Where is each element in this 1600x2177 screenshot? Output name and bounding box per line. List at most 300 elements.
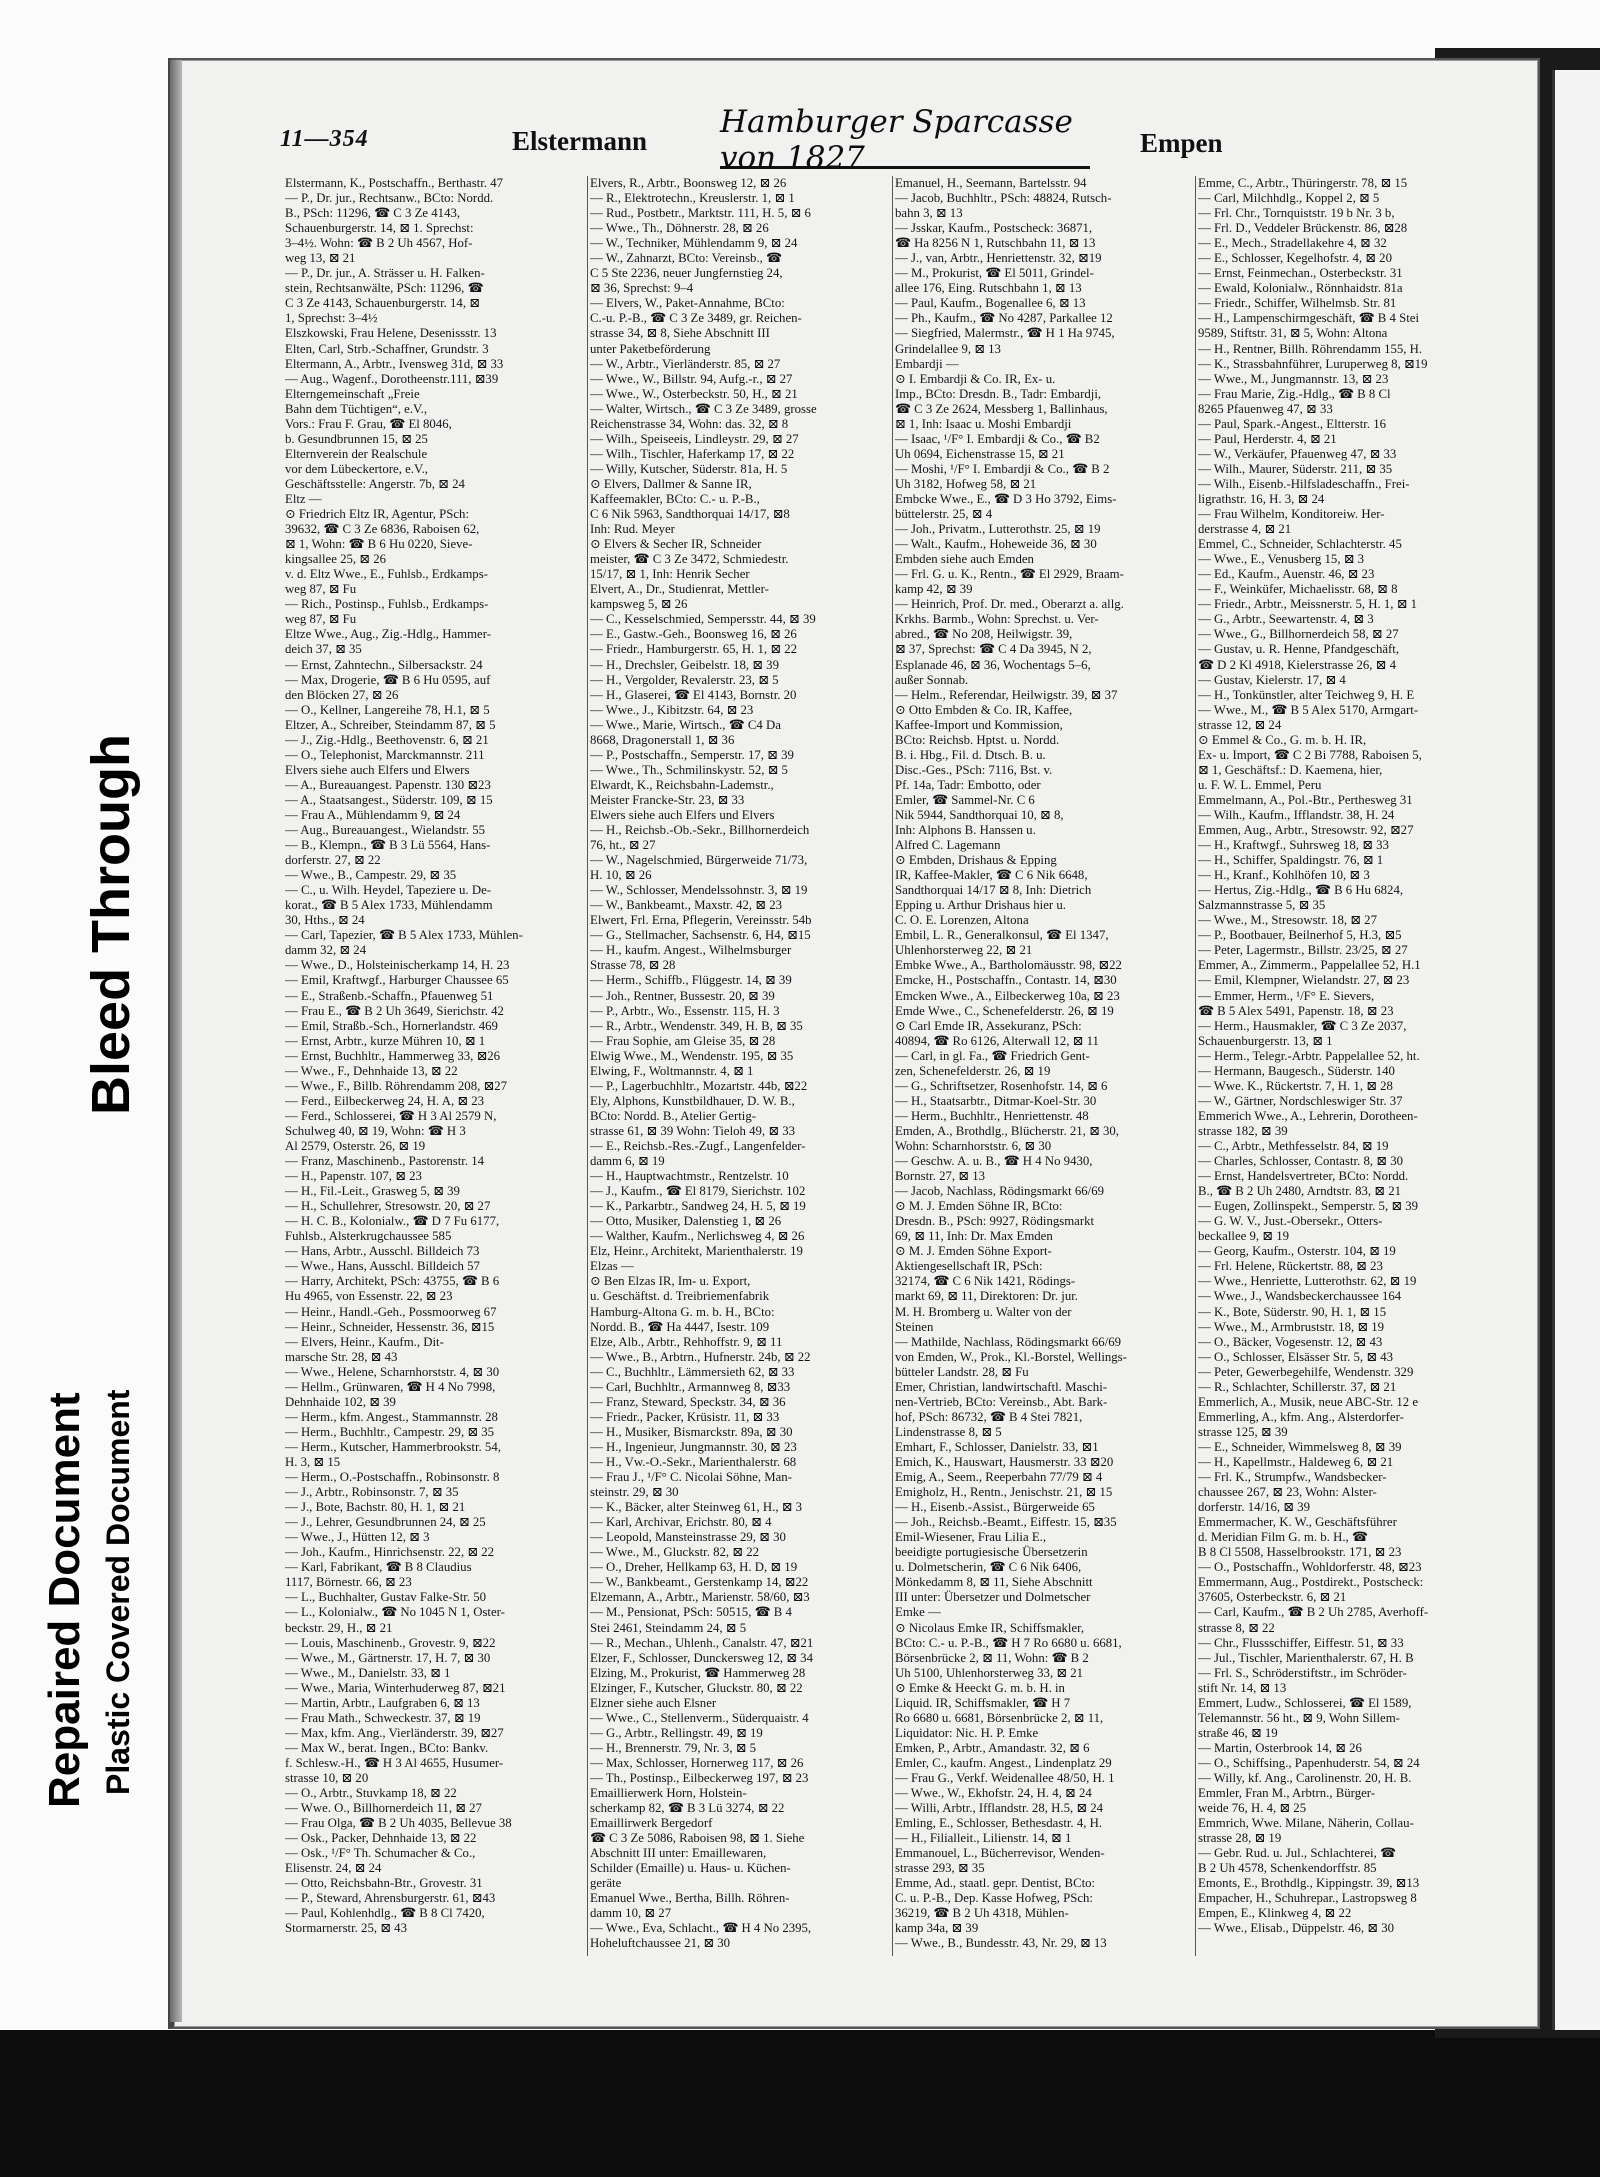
directory-entry: — Carl, Milchhdlg., Koppel 2, ⊠ 5	[1198, 191, 1380, 206]
directory-entry: Elzinger, F., Kutscher, Gluckstr. 80, ⊠ 22	[590, 1680, 803, 1695]
directory-entry: — Wwe., J., Wandsbeckerchaussee 164	[1198, 1289, 1402, 1304]
directory-entry: Imp., BCto: Dresdn. B., Tadr: Embardji,	[895, 386, 1102, 401]
directory-entry: Emaillirwerk Bergedorf	[590, 1816, 713, 1831]
directory-entry: — O., Schiffsing., Papenhuderstr. 54, ⊠ 24	[1198, 1755, 1420, 1770]
directory-entry: dorferstr. 27, ⊠ 22	[285, 853, 381, 868]
directory-entry: strasse 28, ⊠ 19	[1198, 1831, 1282, 1846]
directory-entry: Emmrich, Wwe. Milane, Näherin, Collau-	[1198, 1816, 1414, 1831]
directory-entry: ⊙ Otto Embden & Co. IR, Kaffee,	[895, 702, 1073, 717]
directory-entry: stift Nr. 14, ⊠ 13	[1198, 1680, 1287, 1695]
directory-entry: Elzer, F., Schlosser, Dunckersweg 12, ⊠ 34	[590, 1650, 813, 1665]
directory-entry: — Herm., Buchhltr., Henriettenstr. 48	[895, 1108, 1089, 1123]
directory-entry: — Friedr., Schiffer, Wilhelmsb. Str. 81	[1198, 296, 1397, 311]
directory-entry: — Friedr., Hamburgerstr. 65, H. 1, ⊠ 22	[590, 642, 798, 657]
directory-entry: — R., Elektrotechn., Kreuslerstr. 1, ⊠ 1	[590, 191, 795, 206]
directory-entry: damm 10, ⊠ 27	[590, 1906, 672, 1921]
directory-entry: Emer, Christian, landwirtschaftl. Maschi-	[895, 1379, 1108, 1394]
directory-entry: — B., Klempn., ☎ B 3 Lü 5564, Hans-	[285, 838, 491, 853]
directory-entry: — F., Weinküfer, Michaelisstr. 68, ⊠ 8	[1198, 582, 1398, 597]
directory-entry: — J., Kaufm., ☎ El 8179, Sierichstr. 102	[590, 1184, 806, 1199]
directory-entry: — C., Buchhltr., Lämmersieth 62, ⊠ 33	[590, 1364, 795, 1379]
directory-entry: Wohn: Scharnhorststr. 6, ⊠ 30	[895, 1139, 1052, 1153]
directory-entry: — Wilh., Kaufm., Ifflandstr. 38, H. 24	[1198, 807, 1395, 822]
directory-entry: Eltzer, A., Schreiber, Steindamm 87, ⊠ 5	[285, 717, 496, 732]
directory-entry: — Martin, Arbtr., Laufgraben 6, ⊠ 13	[285, 1695, 480, 1710]
directory-entry: — Wwe. O., Billhornerdeich 11, ⊠ 27	[285, 1801, 482, 1816]
directory-entry: — Peter, Lagermstr., Billstr. 23/25, ⊠ 27	[1198, 943, 1408, 958]
page-header	[280, 104, 1490, 176]
directory-entry: — Louis, Maschinenb., Grovestr. 9, ⊠22	[285, 1635, 496, 1650]
directory-entry: — Jacob, Nachlass, Rödingsmarkt 66/69	[895, 1184, 1104, 1199]
directory-entry: unter Paketbeförderung	[590, 341, 711, 356]
directory-entry: — H., Musiker, Bismarckstr. 89a, ⊠ 30	[590, 1424, 793, 1439]
directory-entry: — Friedr., Arbtr., Meissnerstr. 5, H. 1, ⊠ 1	[1198, 597, 1418, 612]
directory-entry: ⊠ 36, Sprechst: 9–4	[590, 281, 694, 296]
directory-entry: — O., Dreher, Hellkamp 63, H. D, ⊠ 19	[590, 1560, 798, 1575]
directory-entry: d. Meridian Film G. m. b. H., ☎	[1198, 1530, 1368, 1545]
directory-entry: vor dem Lübeckertore, e.V.,	[285, 461, 428, 476]
directory-entry: — Ed., Kaufm., Auenstr. 46, ⊠ 23	[1198, 567, 1375, 582]
directory-entry: Elz, Heinr., Architekt, Marienthalerstr. 19	[590, 1244, 803, 1259]
directory-entry: Emler, C., kaufm. Angest., Lindenplatz 29	[895, 1755, 1112, 1770]
repaired-document-label: Repaired Document	[40, 1392, 89, 1808]
directory-entry: 32174, ☎ C 6 Nik 1421, Rödings-	[895, 1274, 1076, 1289]
directory-entry: — Frau Marie, Zig.-Hdlg., ☎ B 8 Cl	[1198, 386, 1391, 401]
directory-entry: — Ph., Kaufm., ☎ No 4287, Parkallee 12	[895, 311, 1113, 326]
directory-entry: Elvers siehe auch Elfers und Elwers	[285, 762, 470, 777]
directory-entry: Ex- u. Import, ☎ C 2 Bi 7788, Raboisen 5,	[1198, 747, 1422, 762]
directory-entry: Embil, L. R., Generalkonsul, ☎ El 1347,	[895, 928, 1109, 943]
directory-entry: — Wwe., M., ☎ B 5 Alex 5170, Armgart-	[1198, 702, 1419, 717]
directory-entry: beckallee 9, ⊠ 19	[1198, 1229, 1290, 1244]
directory-entry: — M., Pensionat, PSch: 50515, ☎ B 4	[590, 1605, 792, 1620]
directory-entry: — Wwe., D., Holsteinischerkamp 14, H. 23	[285, 958, 510, 973]
directory-entry: — Frau Sophie, am Gleise 35, ⊠ 28	[590, 1033, 776, 1048]
directory-entry: — Wilh., Eisenb.-Hilfsladeschaffn., Frei-	[1198, 476, 1410, 491]
directory-entry: — H., Kranf., Kohlhöfen 10, ⊠ 3	[1198, 868, 1370, 883]
directory-entry: — Charles, Schlosser, Contastr. 8, ⊠ 30	[1198, 1154, 1403, 1169]
directory-column-2	[590, 176, 886, 1966]
directory-entry: Inh: Rud. Meyer	[590, 522, 675, 537]
directory-entry: 1117, Börnestr. 66, ⊠ 23	[285, 1575, 412, 1590]
directory-entry: Elwardt, K., Reichsbahn-Lademstr.,	[590, 777, 774, 792]
directory-entry: — Herm., Kutscher, Hammerbrookstr. 54,	[285, 1439, 501, 1454]
directory-entry: Schauenburgerstr. 13, ⊠ 1	[1198, 1033, 1333, 1048]
directory-entry: — Frl. G. u. K., Rentn., ☎ El 2929, Braam-	[895, 567, 1124, 582]
directory-entry: — P., Postschaffn., Semperstr. 17, ⊠ 39	[590, 747, 794, 762]
directory-entry: Elzner siehe auch Elsner	[590, 1695, 717, 1710]
directory-entry: — Wwe., Henriette, Lutterothstr. 62, ⊠ 19	[1198, 1274, 1417, 1289]
directory-entry: — W., Bankbeamt., Maxstr. 42, ⊠ 23	[590, 898, 783, 913]
directory-entry: C. u. P.-B., Dep. Kasse Hofweg, PSch:	[895, 1891, 1093, 1906]
directory-entry: — Heinr., Schneider, Hessenstr. 36, ⊠15	[285, 1319, 495, 1334]
directory-entry: Emich, K., Hauswart, Hausmerstr. 33 ⊠20	[895, 1454, 1114, 1469]
directory-entry: Stormarnerstr. 25, ⊠ 43	[285, 1921, 407, 1936]
directory-entry: — Frau Olga, ☎ B 2 Uh 4035, Bellevue 38	[285, 1816, 512, 1831]
directory-entry: — E., Mech., Stradellakehre 4, ⊠ 32	[1198, 236, 1387, 251]
directory-entry: — R., Mechan., Uhlenh., Canalstr. 47, ⊠21	[590, 1635, 814, 1650]
directory-entry: — H., Kapellmstr., Haldeweg 6, ⊠ 21	[1198, 1454, 1394, 1469]
directory-entry: Uh 0694, Eichenstrasse 15, ⊠ 21	[895, 446, 1065, 461]
directory-entry: BCto: Reichsb. Hptst. u. Nordd.	[895, 732, 1060, 747]
directory-entry: — J., Arbtr., Robinsonstr. 7, ⊠ 35	[285, 1485, 459, 1500]
plastic-covered-label: Plastic Covered Document	[100, 1389, 136, 1795]
directory-entry: — Herm., Schiffb., Flüggestr. 14, ⊠ 39	[590, 973, 792, 988]
directory-entry: — Paul, Spark.-Angest., Eltterstr. 16	[1198, 416, 1387, 431]
directory-entry: ⊙ Embden, Drishaus & Epping	[895, 853, 1057, 868]
directory-entry: Bahn dem Tüchtigen“, e.V.,	[285, 401, 428, 416]
directory-entry: — Joh., Kaufm., Hinrichsenstr. 22, ⊠ 22	[285, 1545, 495, 1560]
directory-entry: Börsenbrücke 2, ⊠ 11, Wohn: ☎ B 2	[895, 1650, 1089, 1665]
directory-entry: — A., Staatsangest., Süderstr. 109, ⊠ 15	[285, 792, 493, 807]
directory-entry: Aktiengesellschaft IR, PSch:	[895, 1259, 1043, 1274]
directory-entry: Geschäftsstelle: Angerstr. 7b, ⊠ 24	[285, 476, 465, 491]
directory-entry: — K., Strassbahnführer, Luruperweg 8, ⊠19	[1198, 356, 1428, 371]
directory-entry: — H., Fil.-Leit., Grasweg 5, ⊠ 39	[285, 1184, 460, 1199]
directory-entry: — Frl. K., Strumpfw., Wandsbecker-	[1198, 1470, 1387, 1485]
directory-entry: — Siegfried, Malermstr., ☎ H 1 Ha 9745,	[895, 326, 1115, 341]
directory-entry: — Wwe., J., Kibitzstr. 64, ⊠ 23	[590, 702, 754, 717]
directory-entry: derstrasse 4, ⊠ 21	[1198, 522, 1292, 537]
directory-entry: Emmel, C., Schneider, Schlachterstr. 45	[1198, 537, 1402, 552]
bleed-through-label: Bleed Through	[81, 734, 141, 1115]
directory-entry: Hoheluftchaussee 21, ⊠ 30	[590, 1936, 731, 1951]
directory-entry: f. Schlesw.-H., ☎ H 3 Al 4655, Husumer-	[285, 1755, 504, 1770]
directory-entry: M. H. Bromberg u. Walter von der	[895, 1304, 1072, 1319]
directory-entry: Uhlenhorsterweg 22, ⊠ 21	[895, 943, 1033, 958]
directory-entry: — L., Kolonialw., ☎ No 1045 N 1, Oster-	[285, 1605, 505, 1620]
directory-entry: — Wwe., B., Campestr. 29, ⊠ 35	[285, 868, 457, 883]
directory-entry: Dresdn. B., PSch: 9927, Rödingsmarkt	[895, 1214, 1095, 1229]
directory-entry: — Joh., Reichsb.-Beamt., Eiffestr. 15, ⊠35	[895, 1515, 1117, 1530]
directory-column-1	[285, 176, 581, 1966]
directory-entry: — E., Schneider, Wimmelsweg 8, ⊠ 39	[1198, 1439, 1402, 1454]
directory-entry: — P., Bootbauer, Beilnerhof 5, H.3, ⊠5	[1198, 928, 1402, 943]
directory-entry: — W., Verkäufer, Pfauenweg 47, ⊠ 33	[1198, 446, 1397, 461]
directory-entry: — Wwe., F., Dehnhaide 13, ⊠ 22	[285, 1063, 458, 1078]
directory-entry: — Heinrich, Prof. Dr. med., Oberarzt a. allg.	[895, 597, 1124, 612]
directory-entry: ☎ C 3 Ze 2624, Messberg 1, Ballinhaus,	[895, 401, 1108, 416]
page-number: 11—354	[280, 126, 369, 152]
directory-entry: — W., Techniker, Mühlendamm 9, ⊠ 24	[590, 236, 798, 251]
directory-entry: Elvers, R., Arbtr., Boonsweg 12, ⊠ 26	[590, 176, 787, 190]
right-running-head: Empen	[1140, 128, 1223, 158]
directory-entry: — Ernst, Buchhltr., Hammerweg 33, ⊠26	[285, 1048, 501, 1063]
directory-entry: — Jacob, Buchhltr., PSch: 48824, Rutsch-	[895, 191, 1112, 206]
directory-entry: — Frl. Chr., Tornquiststr. 19 b Nr. 3 b,	[1198, 206, 1395, 221]
directory-entry: C. O. E. Lorenzen, Altona	[895, 913, 1029, 928]
directory-entry: — Isaac, ¹/F° I. Embardji & Co., ☎ B2	[895, 431, 1100, 446]
directory-entry: Emde Wwe., C., Schenefelderstr. 26, ⊠ 19	[895, 1003, 1114, 1018]
directory-entry: Emaillierwerk Horn, Holstein-	[590, 1786, 747, 1801]
directory-entry: kamp 42, ⊠ 39	[895, 582, 973, 597]
directory-entry: — H., Glaserei, ☎ El 4143, Bornstr. 20	[590, 687, 797, 702]
directory-entry: Emling, E., Schlosser, Bethesdastr. 4, H.	[895, 1816, 1103, 1831]
directory-entry: — Walter, Wirtsch., ☎ C 3 Ze 3489, grosse	[590, 401, 817, 416]
directory-column-4	[1198, 176, 1494, 1966]
directory-entry: — Wwe., W., Billstr. 94, Aufg.-r., ⊠ 27	[590, 371, 793, 386]
directory-entry: — H., Eisenb.-Assist., Bürgerweide 65	[895, 1500, 1095, 1515]
directory-entry: Schilder (Emaille) u. Haus- u. Küchen-	[590, 1861, 791, 1876]
directory-entry: 40894, ☎ Ro 6126, Alterwall 12, ⊠ 11	[895, 1033, 1099, 1048]
directory-entry: C.-u. P.-B., ☎ C 3 Ze 3489, gr. Reichen-	[590, 311, 802, 326]
directory-entry: Hu 4965, von Essenstr. 22, ⊠ 23	[285, 1289, 453, 1304]
directory-entry: straße 46, ⊠ 19	[1198, 1725, 1278, 1740]
directory-entry: B., ☎ B 2 Uh 2480, Arndtstr. 83, ⊠ 21	[1198, 1184, 1401, 1199]
directory-entry: — Franz, Steward, Speckstr. 34, ⊠ 36	[590, 1394, 786, 1409]
directory-entry: — P., Dr. jur., Rechtsanw., BCto: Nordd.	[285, 191, 494, 206]
directory-entry: ⊙ Elvers, Dallmer & Sanne IR,	[590, 476, 752, 491]
directory-entry: Empen, E., Klinkweg 4, ⊠ 22	[1198, 1906, 1352, 1921]
directory-entry: — W., Gärtner, Nordschleswiger Str. 37	[1198, 1093, 1403, 1108]
directory-entry: — E., Schlosser, Kegelhofstr. 4, ⊠ 20	[1198, 251, 1392, 266]
directory-entry: Elvert, A., Dr., Studienrat, Mettler-	[590, 582, 769, 597]
directory-entry: 8668, Dragonerstall 1, ⊠ 36	[590, 732, 735, 747]
directory-entry: kampsweg 5, ⊠ 26	[590, 597, 688, 612]
directory-entry: Krkhs. Barmb., Wohn: Sprechst. u. Ver-	[895, 612, 1099, 627]
directory-entry: — H., Vergolder, Revalerstr. 23, ⊠ 5	[590, 672, 779, 687]
directory-entry: — Georg, Kaufm., Osterstr. 104, ⊠ 19	[1198, 1244, 1396, 1259]
directory-entry: — W., Nagelschmied, Bürgerweide 71/73,	[590, 853, 808, 868]
directory-entry: Elstermann, K., Postschaffn., Berthastr. 47	[285, 176, 503, 190]
directory-entry: — Ernst, Arbtr., kurze Mühren 10, ⊠ 1	[285, 1033, 486, 1048]
directory-entry: — K., Bäcker, alter Steinweg 61, H., ⊠ 3	[590, 1500, 803, 1515]
directory-entry: — Wwe., W., Osterbeckstr. 50, H., ⊠ 21	[590, 386, 798, 401]
directory-entry: Embardji —	[895, 356, 959, 371]
directory-entry: Elszkowski, Frau Helene, Desenissstr. 13	[285, 326, 497, 341]
directory-entry: Elzas —	[590, 1259, 634, 1274]
directory-entry: Fuhlsb., Alsterkrugchaussee 585	[285, 1229, 452, 1244]
directory-entry: v. d. Eltz Wwe., E., Fuhlsb., Erdkamps-	[285, 567, 488, 582]
directory-entry: 37605, Osterbeckstr. 6, ⊠ 21	[1198, 1590, 1347, 1605]
directory-entry: Eltze Wwe., Aug., Zig.-Hdlg., Hammer-	[285, 627, 491, 642]
directory-entry: C 6 Nik 5963, Sandthorquai 14/17, ⊠8	[590, 507, 790, 522]
directory-entry: — Osk., ¹/F° Th. Schumacher & Co.,	[285, 1846, 476, 1861]
directory-entry: Emmen, Aug., Arbtr., Stresowstr. 92, ⊠27	[1198, 823, 1414, 838]
directory-entry: — Emil, Straßb.-Sch., Hornerlandstr. 469	[285, 1018, 498, 1033]
directory-entry: Schulweg 40, ⊠ 19, Wohn: ☎ H 3	[285, 1123, 466, 1138]
directory-entry: — H., Vw.-O.-Sekr., Marienthalerstr. 68	[590, 1454, 797, 1469]
directory-entry: 30, Hths., ⊠ 24	[285, 913, 365, 928]
directory-entry: Pf. 14a, Tadr: Embotto, oder	[895, 777, 1041, 792]
directory-entry: B., PSch: 11296, ☎ C 3 Ze 4143,	[285, 206, 461, 221]
directory-entry: — Wwe., M., Gluckstr. 82, ⊠ 22	[590, 1545, 760, 1560]
directory-entry: — J., van, Arbtr., Henriettenstr. 32, ⊠19	[895, 251, 1102, 266]
sparcasse-logo: Hamburger Sparcasse von 1827	[720, 114, 1090, 169]
directory-entry: Emanuel Wwe., Bertha, Billh. Röhren-	[590, 1891, 790, 1906]
directory-entry: Emke —	[895, 1605, 941, 1620]
directory-entry: — Wwe., F., Billb. Röhrendamm 208, ⊠27	[285, 1078, 508, 1093]
directory-entry: — Heinr., Handl.-Geh., Possmoorweg 67	[285, 1304, 497, 1319]
directory-entry: — H., Lampenschirmgeschäft, ☎ B 4 Stei	[1198, 311, 1420, 326]
directory-entry: stein, Rechtsanwälte, PSch: 11296, ☎	[285, 281, 484, 296]
directory-entry: — Rich., Postinsp., Fuhlsb., Erdkamps-	[285, 597, 489, 612]
directory-entry: — Ernst, Handelsvertreter, BCto: Nordd.	[1198, 1169, 1409, 1184]
directory-entry: Emmelmann, A., Pol.-Btr., Perthesweg 31	[1198, 792, 1413, 807]
directory-entry: — O., Kellner, Langereihe 78, H.1, ⊠ 5	[285, 702, 490, 717]
directory-entry: — Joh., Rentner, Bussestr. 20, ⊠ 39	[590, 988, 775, 1003]
directory-entry: — Wwe. K., Rückertstr. 7, H. 1, ⊠ 28	[1198, 1078, 1393, 1093]
directory-entry: Embcke Wwe., E., ☎ D 3 Ho 3792, Eims-	[895, 491, 1117, 506]
directory-entry: — Wwe., Marie, Wirtsch., ☎ C4 Da	[590, 717, 781, 732]
directory-entry: — Rud., Postbetr., Marktstr. 111, H. 5, ⊠ 6	[590, 206, 811, 221]
directory-entry: — Th., Postinsp., Eilbeckerweg 197, ⊠ 23	[590, 1770, 809, 1785]
directory-entry: — Wilh., Tischler, Haferkamp 17, ⊠ 22	[590, 446, 795, 461]
directory-entry: — Paul, Kohlenhdlg., ☎ B 8 Cl 7420,	[285, 1906, 485, 1921]
directory-entry: Emmler, Fran M., Arbtrn., Bürger-	[1198, 1786, 1376, 1801]
directory-entry: — Max, Drogerie, ☎ B 6 Hu 0595, auf	[285, 672, 491, 687]
directory-entry: Salzmannstrasse 5, ⊠ 35	[1198, 898, 1326, 913]
directory-entry: — Herm., Telegr.-Arbtr. Pappelallee 52, ht.	[1198, 1048, 1420, 1063]
directory-entry: den Blöcken 27, ⊠ 26	[285, 687, 399, 702]
directory-entry: Mönkedamm 8, ⊠ 11, Siehe Abschnitt	[895, 1575, 1093, 1590]
directory-entry: — Frau J., ¹/F° C. Nicolai Söhne, Man-	[590, 1470, 792, 1485]
directory-entry: Embden siehe auch Emden	[895, 552, 1034, 567]
directory-entry: — Wwe., Helene, Scharnhorststr. 4, ⊠ 30	[285, 1364, 500, 1379]
directory-entry: — Herm., Buchhltr., Campestr. 29, ⊠ 35	[285, 1424, 495, 1439]
directory-entry: — Max, Schlosser, Hornerweg 117, ⊠ 26	[590, 1755, 804, 1770]
directory-entry: — Mathilde, Nachlass, Rödingsmarkt 66/69	[895, 1334, 1122, 1349]
directory-entry: weide 76, H. 4, ⊠ 25	[1198, 1801, 1307, 1816]
directory-entry: — Frl. Helene, Rückertstr. 88, ⊠ 23	[1198, 1259, 1383, 1274]
directory-entry: damm 32, ⊠ 24	[285, 943, 367, 958]
directory-entry: — W., Bankbeamt., Gerstenkamp 14, ⊠22	[590, 1575, 809, 1590]
directory-entry: 15/17, ⊠ 1, Inh: Henrik Secher	[590, 567, 750, 582]
directory-entry: — Peter, Gewerbegehilfe, Wendenstr. 329	[1198, 1364, 1414, 1379]
directory-entry: ☎ B 5 Alex 5491, Papenstr. 18, ⊠ 23	[1198, 1003, 1394, 1018]
directory-entry: — Herm., Hausmakler, ☎ C 3 Ze 2037,	[1198, 1018, 1407, 1033]
directory-column-3	[895, 176, 1191, 1966]
directory-entry: — G. W. V., Just.-Obersekr., Otters-	[1198, 1214, 1383, 1229]
directory-entry: — Max W., berat. Ingen., BCto: Bankv.	[285, 1740, 489, 1755]
directory-entry: — J., Zig.-Hdlg., Beethovenstr. 6, ⊠ 21	[285, 732, 489, 747]
directory-entry: weg 87, ⊠ Fu	[285, 612, 357, 627]
directory-entry: Emmermann, Aug., Postdirekt., Postscheck:	[1198, 1575, 1424, 1590]
directory-entry: ⊙ Nicolaus Emke IR, Schiffsmakler,	[895, 1620, 1085, 1635]
directory-entry: — Wwe., M., Armbruststr. 18, ⊠ 19	[1198, 1319, 1385, 1334]
directory-entry: — Eugen, Zollinspekt., Semperstr. 5, ⊠ 39	[1198, 1199, 1419, 1214]
directory-entry: — Wwe., Hans, Ausschl. Billdeich 57	[285, 1259, 480, 1274]
directory-entry: Uh 5100, Uhlenhorsterweg 33, ⊠ 21	[895, 1665, 1084, 1680]
directory-entry: H. 10, ⊠ 26	[590, 868, 652, 883]
directory-entry: Ely, Alphons, Kunstbildhauer, D. W. B.,	[590, 1093, 795, 1108]
directory-entry: Uh 3182, Hofweg 58, ⊠ 21	[895, 476, 1037, 491]
directory-entry: Elwing, F., Woltmannstr. 4, ⊠ 1	[590, 1063, 754, 1078]
directory-entry: ⊠ 1, Wohn: ☎ B 6 Hu 0220, Sieve-	[285, 537, 473, 552]
directory-entry: — Gustav, u. R. Henne, Pfandgeschäft,	[1198, 642, 1400, 657]
directory-entry: — Ferd., Eilbeckerweg 24, H. A, ⊠ 23	[285, 1093, 485, 1108]
directory-entry: — Frau Wilhelm, Konditoreiw. Her-	[1198, 507, 1385, 522]
directory-entry: — Jul., Tischler, Marienthalerstr. 67, H. B	[1198, 1650, 1414, 1665]
directory-entry: Steinen	[895, 1319, 934, 1334]
directory-entry: damm 6, ⊠ 19	[590, 1154, 665, 1169]
directory-entry: Emme, Ad., staatl. gepr. Dentist, BCto:	[895, 1876, 1096, 1891]
directory-entry: ⊙ Emke & Heeckt G. m. b. H. in	[895, 1680, 1065, 1695]
directory-entry: bahn 3, ⊠ 13	[895, 206, 963, 221]
directory-entry: — Martin, Osterbrook 14, ⊠ 26	[1198, 1740, 1362, 1755]
directory-entry: ⊠ 1, Geschäftsf.: D. Kaemena, hier,	[1198, 762, 1383, 777]
directory-entry: Kaffeemakler, BCto: C.- u. P.-B.,	[590, 491, 760, 506]
directory-entry: — O., Schlosser, Elsässer Str. 5, ⊠ 43	[1198, 1349, 1394, 1364]
directory-entry: — Wwe., Eva, Schlacht., ☎ H 4 No 2395,	[590, 1921, 812, 1936]
directory-entry: ☎ D 2 Kl 4918, Kielerstrasse 26, ⊠ 4	[1198, 657, 1396, 672]
directory-entry: ⊠ 1, Inh: Isaac u. Moshi Embardji	[895, 416, 1072, 431]
directory-entry: — H., Filialleit., Lilienstr. 14, ⊠ 1	[895, 1831, 1072, 1846]
directory-entry: strasse 10, ⊠ 20	[285, 1770, 369, 1785]
directory-entry: strasse 125, ⊠ 39	[1198, 1424, 1288, 1439]
directory-entry: strasse 293, ⊠ 35	[895, 1861, 985, 1876]
scanner-bottom-edge	[0, 2030, 1600, 2177]
directory-entry: Elternverein der Realschule	[285, 446, 428, 461]
directory-entry: geräte	[590, 1876, 622, 1891]
directory-entry: — Jsskar, Kaufm., Postscheck: 36871,	[895, 221, 1093, 236]
directory-entry: — H., Brennerstr. 79, Nr. 3, ⊠ 5	[590, 1740, 757, 1755]
directory-entry: — Wwe., M., Gärtnerstr. 17, H. 7, ⊠ 30	[285, 1650, 491, 1665]
directory-entry: — Wilh., Maurer, Süderstr. 211, ⊠ 35	[1198, 461, 1393, 476]
directory-entry: — Otto, Reichsbahn-Btr., Grovestr. 31	[285, 1876, 483, 1891]
directory-entry: — Ewald, Kolonialw., Rönnhaidstr. 81a	[1198, 281, 1403, 296]
directory-entry: ⊙ Friedrich Eltz IR, Agentur, PSch:	[285, 507, 470, 522]
directory-entry: — Wwe., C., Stellenverm., Süderquaistr. 4	[590, 1710, 809, 1725]
directory-entry: — H. C. B., Kolonialw., ☎ D 7 Fu 6177,	[285, 1214, 500, 1229]
directory-entry: — Walt., Kaufm., Hoheweide 36, ⊠ 30	[895, 537, 1097, 552]
directory-entry: strasse 182, ⊠ 39	[1198, 1123, 1288, 1138]
directory-entry: u. Dolmetscherin, ☎ C 6 Nik 6406,	[895, 1560, 1082, 1575]
directory-entry: — R., Schlachter, Schillerstr. 37, ⊠ 21	[1198, 1379, 1397, 1394]
directory-entry: — P., Arbtr., Wo., Essenstr. 115, H. 3	[590, 1003, 780, 1018]
directory-entry: Elwert, Frl. Erna, Pflegerin, Vereinsstr. 54b	[590, 913, 812, 928]
directory-entry: C 5 Ste 2236, neuer Jungfernstieg 24,	[590, 266, 783, 281]
directory-entry: ⊙ Ben Elzas IR, Im- u. Export,	[590, 1274, 751, 1289]
directory-entry: B 2 Uh 4578, Schenkendorffstr. 85	[1198, 1861, 1377, 1876]
directory-entry: — Hertus, Zig.-Hdlg., ☎ B 6 Hu 6824,	[1198, 883, 1404, 898]
directory-entry: 8265 Pfauenweg 47, ⊠ 33	[1198, 401, 1333, 416]
directory-entry: — Ernst, Feinmechan., Osterbeckstr. 31	[1198, 266, 1403, 281]
directory-entry: Emme, C., Arbtr., Thüringerstr. 78, ⊠ 15	[1198, 176, 1408, 190]
directory-entry: — J., Lehrer, Gesundbrunnen 24, ⊠ 25	[285, 1515, 486, 1530]
directory-entry: Ro 6680 u. 6681, Börsenbrücke 2, ⊠ 11,	[895, 1710, 1104, 1725]
directory-entry: — Willi, Arbtr., Ifflandstr. 28, H.5, ⊠ 24	[895, 1801, 1104, 1816]
directory-entry: — Frau A., Mühlendamm 9, ⊠ 24	[285, 807, 461, 822]
directory-entry: — Frl. D., Veddeler Brückenstr. 86, ⊠28	[1198, 221, 1408, 236]
directory-entry: ⊠ 37, Sprechst: ☎ C 4 Da 3945, N 2,	[895, 642, 1092, 657]
directory-entry: hof, PSch: 86732, ☎ B 4 Stei 7821,	[895, 1409, 1083, 1424]
directory-entry: — Willy, Kutscher, Süderstr. 81a, H. 5	[590, 461, 788, 476]
directory-entry: H. 3, ⊠ 15	[285, 1454, 341, 1469]
directory-entry: — E., Reichsb.-Res.-Zugf., Langenfelder-	[590, 1139, 806, 1153]
directory-entry: ⊙ Emmel & Co., G. m. b. H. IR,	[1198, 732, 1367, 747]
directory-entry: — H., Rentner, Billh. Röhrendamm 155, H.	[1198, 341, 1423, 356]
directory-entry: — Herm., kfm. Angest., Stammannstr. 28	[285, 1409, 498, 1424]
directory-entry: meister, ☎ C 3 Ze 3472, Schmiedestr.	[590, 552, 789, 567]
directory-entry: — Wwe., J., Hütten 12, ⊠ 3	[285, 1530, 430, 1545]
directory-entry: Liquid. IR, Schiffsmakler, ☎ H 7	[895, 1695, 1071, 1710]
directory-entry: Grindelallee 9, ⊠ 13	[895, 341, 1001, 356]
directory-entry: allee 176, Eing. Rutschbahn 1, ⊠ 13	[895, 281, 1082, 296]
directory-entry: — A., Bureauangest. Papenstr. 130 ⊠23	[285, 777, 491, 792]
directory-entry: Eltz —	[285, 491, 322, 506]
directory-entry: — Harry, Architekt, PSch: 43755, ☎ B 6	[285, 1274, 500, 1289]
directory-entry: Bornstr. 27, ⊠ 13	[895, 1169, 985, 1184]
directory-entry: — Chr., Flussschiffer, Eiffestr. 51, ⊠ 33	[1198, 1635, 1404, 1650]
directory-entry: scherkamp 82, ☎ B 3 Lü 3274, ⊠ 22	[590, 1801, 785, 1816]
directory-entry: — W., Zahnarzt, BCto: Vereinsb., ☎	[590, 251, 782, 266]
directory-entry: Emcken Wwe., A., Eilbeckerweg 10a, ⊠ 23	[895, 988, 1120, 1003]
directory-entry: Emler, ☎ Sammel-Nr. C 6	[895, 792, 1035, 807]
directory-entry: 69, ⊠ 11, Inh: Dr. Max Emden	[895, 1229, 1053, 1244]
directory-entry: — Otto, Musiker, Dalenstieg 1, ⊠ 26	[590, 1214, 782, 1229]
directory-entry: — Gustav, Kielerstr. 17, ⊠ 4	[1198, 672, 1346, 687]
